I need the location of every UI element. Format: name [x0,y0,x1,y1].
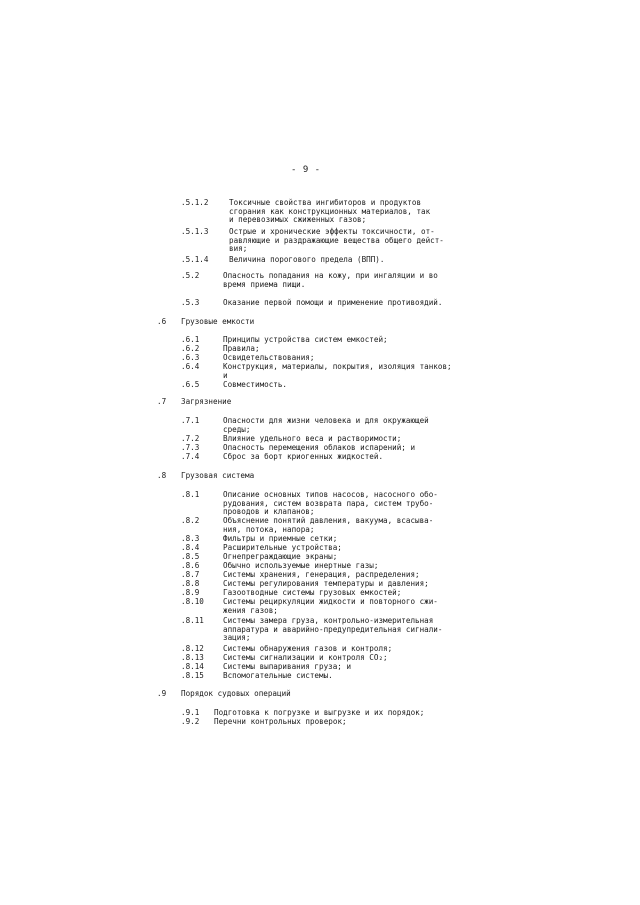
item-text: Подготовка к погрузке и выгрузке и их порядок; [214,708,425,717]
item-number: .7.2 [181,434,200,443]
list-item [181,199,430,225]
item-number: .8.10 [181,597,204,606]
item-text: Загрязнение [181,397,232,406]
list-item [181,272,438,289]
list-item [181,299,442,308]
page-number: - 9 - [291,165,321,175]
item-number: .8.1 [181,490,200,499]
item-text: Правила; [223,344,260,353]
item-text: Обычно используемые инертные газы; [223,561,379,570]
item-text: Острые и хронические эффекты токсичности, от- равляющие и раздражающие вещества общего дейст- вия; [229,227,444,254]
item-text: Объяснение понятий давления, вакуума, всасыва- ния, потока, напора; [223,516,434,534]
item-number: .6.4 [181,362,200,371]
list-item [181,617,442,643]
item-text: Сброс за борт криогенных жидкостей. [223,452,384,461]
item-number: .6.1 [181,335,200,344]
item-text: Системы рециркуляции жидкости и повторного сжи- жения газов; [223,597,438,615]
item-number: .8.4 [181,543,200,552]
item-number: .8.8 [181,579,200,588]
item-text: Описание основных типов насосов, насосного обо- рудования, систем возврата пара, систем трубо- проводов и клапанов; [223,490,438,517]
item-number: .5.1.4 [181,255,209,264]
list-item [181,517,433,534]
item-number: .8.5 [181,552,200,561]
list-item [181,672,333,681]
item-number: .8 [157,471,167,480]
item-number: .8.9 [181,588,200,597]
item-text: Системы замера груза, контрольно-измерительная аппаратура и аварийно-предупредительная сигнали- зация; [223,616,443,643]
item-number: .6.2 [181,344,200,353]
item-number: .6.3 [181,353,200,362]
list-item [181,718,347,727]
list-item [181,256,384,265]
item-text: Опасность перемещения облаков испарений; и [223,443,416,452]
item-text: Газоотводные системы грузовых емкостей; [223,588,402,597]
item-number: .8.15 [181,671,204,680]
item-number: .6 [157,317,167,326]
item-number: .8.7 [181,570,200,579]
item-text: Принципы устройства систем емкостей; [223,335,388,344]
item-text: Величина порогового предела (ВПП). [229,255,385,264]
item-number: .8.2 [181,516,200,525]
item-number: .7.3 [181,443,200,452]
item-text: Токсичные свойства ингибиторов и продуктов сгорания как конструкционных материалов, так и перевозимых сжиженных газов; [229,198,431,225]
list-item [181,417,429,434]
item-text: Системы регулирования температуры и давления; [223,579,429,588]
list-item [181,453,383,462]
section-heading [157,318,254,327]
item-text: Вспомогательные системы. [223,671,333,680]
item-text: Конструкция, материалы, покрытия, изоляция танков; и [223,362,452,380]
item-text: Совместимость. [223,380,288,389]
item-text: Системы сигнализации и контроля CO₂; [223,653,388,662]
section-heading [157,690,291,699]
item-number: .7.1 [181,416,200,425]
item-number: .5.1.2 [181,198,209,207]
list-item [181,598,438,615]
item-text: Расширительные устройства; [223,543,342,552]
item-text: Опасность попадания на кожу, при ингаляции и во время приема пищи. [223,271,438,289]
item-number: .8.6 [181,561,200,570]
item-text: Порядок судовых операций [181,689,291,698]
item-number: .8.13 [181,653,204,662]
item-number: .9.2 [181,717,200,726]
item-text: Системы обнаружения газов и контроля; [223,644,393,653]
item-text: Освидетельствования; [223,353,315,362]
item-number: .5.3 [181,298,200,307]
list-item [181,491,438,517]
item-text: Грузовая система [181,471,255,480]
list-item [181,228,444,254]
item-number: .8.3 [181,534,200,543]
item-text: Огнепреграждающие экраны; [223,552,338,561]
list-item [181,363,452,380]
item-number: .9 [157,689,167,698]
item-text: Перечни контрольных проверок; [214,717,347,726]
item-number: .7.4 [181,452,200,461]
item-text: Влияние удельного веса и растворимости; [223,434,402,443]
item-number: .8.12 [181,644,204,653]
item-number: .6.5 [181,380,200,389]
item-text: Фильтры и приемные сетки; [223,534,338,543]
section-heading [157,472,254,481]
item-text: Оказание первой помощи и применение противоядий. [223,298,443,307]
item-text: Системы хранения, генерация, распределения; [223,570,420,579]
section-heading [157,398,231,407]
item-text: Системы выпаривания груза; и [223,662,352,671]
item-number: .8.14 [181,662,204,671]
item-number: .7 [157,397,167,406]
item-text: Опасности для жизни человека и для окружающей среды; [223,416,429,434]
item-number: .5.2 [181,271,200,280]
list-item [181,381,287,390]
item-number: .5.1.3 [181,227,209,236]
item-number: .9.1 [181,708,200,717]
item-text: Грузовые емкости [181,317,255,326]
item-number: .8.11 [181,616,204,625]
list-item [181,336,388,345]
